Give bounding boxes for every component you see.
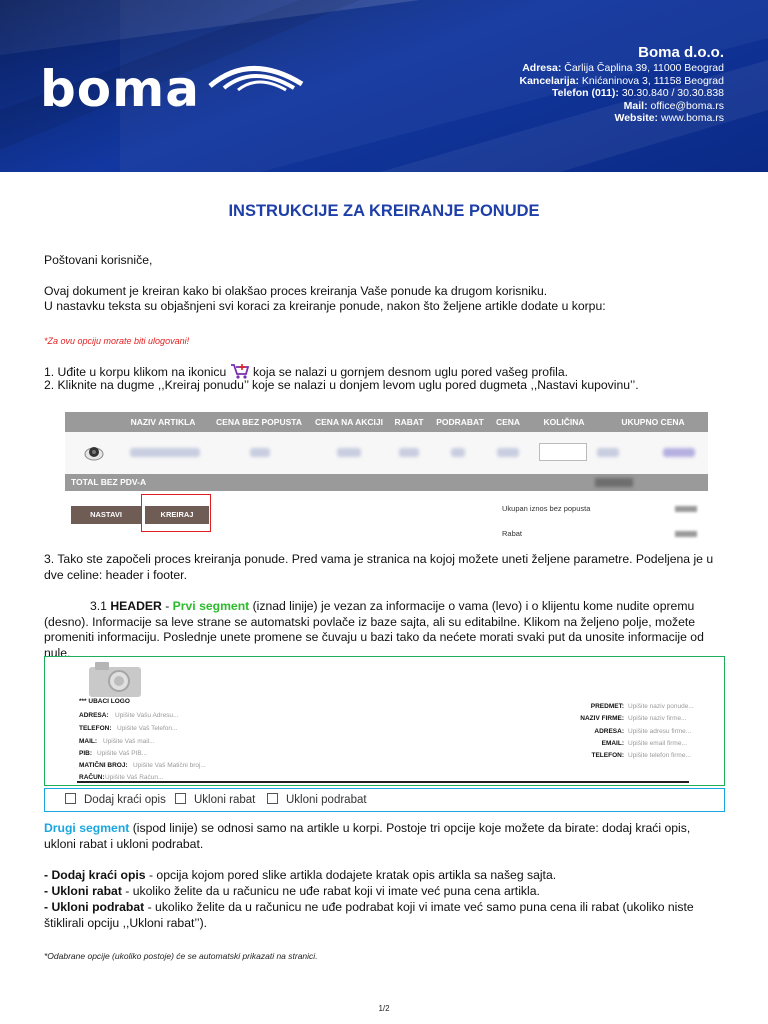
right-input-adresa[interactable]: Upišite adresu firme... [628,728,692,735]
option-ukloni-podrabat[interactable]: Ukloni podrabat [267,793,367,806]
left-label-telefon: TELEFON: [79,725,112,732]
right-input-naziv-firme[interactable]: Upišite naziv firme... [628,715,687,722]
left-input-pib[interactable]: Upišite Vaš PIB... [97,750,148,757]
item-rabat-blurred [399,448,419,457]
total-value-blurred [595,478,633,487]
left-label-mail: MAIL: [79,738,98,745]
company-name: Boma d.o.o. [638,44,724,61]
right-input-email[interactable]: Upišite email firme... [628,740,687,747]
logo-upload-camera-icon[interactable] [87,659,145,697]
item-price-blurred [250,448,270,457]
col-cena-bez-popusta: CENA BEZ POPUSTA [216,417,302,427]
option-dodaj-kraci-opis[interactable]: Dodaj kraći opis [65,793,166,806]
company-website: Website: www.boma.rs [614,112,724,125]
left-label-racun: RAČUN: [79,774,105,781]
left-input-maticni[interactable]: Upišite Vaš Matični broj... [133,762,206,769]
quantity-stepper[interactable] [539,443,587,461]
checkbox-dodaj-kraci-opis[interactable] [65,793,76,804]
page-number: 1/2 [378,1004,390,1013]
checkbox-ukloni-podrabat[interactable] [267,793,278,804]
highlight-box [141,494,211,532]
company-mail: Mail: office@boma.rs [623,99,724,112]
page-title: INSTRUKCIJE ZA KREIRANJE PONUDE [228,202,540,220]
sum-no-discount-value [675,506,697,512]
item-cena-blurred [497,448,519,457]
section-3-1: 3.1 HEADER - Prvi segment (iznad linije) je vezan za informacije o vama (levo) i o klijentu kome nudite opremu (desno). Informacije sa leve strane se automatski povlače iz baze sajta, ali su editabilne. Klikom na željeno polje, možete promeniti informaciju. Poslednje unete promene se čuvaju u bazi tako da nećete morati svaki put da unosite informacije od nule. [44,599,704,660]
checkbox-ukloni-rabat[interactable] [175,793,186,804]
col-podrabat: PODRABAT [436,417,484,427]
sum-no-discount-label: Ukupan iznos bez popusta [502,504,591,513]
right-label-naziv-firme: NAZIV FIRME: [580,715,624,722]
header-banner [0,0,768,172]
login-note: *Za ovu opciju morate biti ulogovani! [44,336,190,346]
left-input-mail[interactable]: Upišite Vaš mail... [103,738,155,745]
cart-table-screenshot [65,412,708,542]
bullet-ukloni-podrabat: - Ukloni podrabat - ukoliko želite da u računicu ne uđe podrabat koji vi imate već samo puna cena ili rabat (ukoliko niste štiklirali opciju ,,Ukloni rabat’’). [44,900,694,930]
auto-display-note: *Odabrane opcije (ukoliko postoje) će se automatski prikazati na stranici. [44,951,318,961]
options-bar [44,788,725,812]
right-label-telefon: TELEFON: [591,752,624,759]
logo-signal-arcs-icon [190,52,310,92]
right-input-telefon[interactable]: Upišite telefon firme... [628,752,691,759]
right-label-email: EMAIL: [601,740,624,747]
sum-rabat-label: Rabat [502,529,523,538]
segment-2-text: Drugi segment (ispod linije) se odnosi samo na artikle u korpi. Postoje tri opcije koje možete da birate: dodaj kraći opis, ukloni rabat i ukloni podrabat. [44,821,691,851]
intro-line-2: U nastavku teksta su objašnjeni svi koraci za kreiranje ponude, nakon što željene artikle dodate u korpu: [44,299,606,313]
company-info [519,44,724,125]
continue-shopping-button[interactable]: NASTAVI KUPOVINU [71,506,141,524]
total-bar [65,474,708,491]
right-label-adresa: ADRESA: [594,728,624,735]
col-kolicina: KOLIČINA [543,417,585,427]
create-offer-button[interactable]: KREIRAJ PONUDU [145,506,209,524]
cart-table-header [65,412,708,432]
bullet-ukloni-rabat: - Ukloni rabat - ukoliko želite da u računicu ne uđe rabat koji vi imate već puna cena artikla. [44,884,540,898]
step-3: 3. Tako ste započeli proces kreiranja ponude. Pred vama je stranica na kojoj možete uneti željene parametre. Podeljena je u dve celine: header i footer. [44,552,714,582]
header-form-preview [44,656,725,786]
total-label: TOTAL BEZ PDV-A [71,477,147,487]
company-office: Kancelarija: Knićaninova 3, 11158 Beograd [519,74,724,87]
left-input-telefon[interactable]: Upišite Vaš Telefon... [117,725,178,732]
dome-camera-icon [83,440,105,462]
sum-rabat-value [675,531,697,537]
left-label-maticni: MATIČNI BROJ: [79,762,128,769]
logo-upload-label: *** UBACI LOGO [79,698,130,705]
bullet-dodaj-kraci-opis: - Dodaj kraći opis - opcija kojom pored slike artikla dodajete kratak opis artikla sa našeg sajta. [44,868,557,882]
left-label-adresa: ADRESA: [79,712,109,719]
col-cena: CENA [495,417,521,427]
left-input-adresa[interactable]: Upišite Vašu Adresu... [115,712,179,719]
step-1: 1. Uđite u korpu klikom na ikonicu koja se nalazi u gornjem desnom uglu pored vašeg profila. [44,365,569,379]
company-address: Adresa: Čarlija Čaplina 39, 11000 Beograd [522,62,724,74]
item-action-price-blurred [337,448,361,457]
col-cena-na-akciji: CENA NA AKCIJI [314,417,384,427]
intro-line-1: Ovaj dokument je kreiran kako bi olakšao proces kreiranja Vaše ponude ka drugom korisniku. [44,284,548,298]
boma-logo [40,52,285,118]
step-2: 2. Kliknite na dugme ,,Kreiraj ponudu’’ koje se nalazi u donjem levom uglu pored dugmeta ,,Nastavi kupovinu’’. [44,378,639,392]
right-input-predmet[interactable]: Upišite naziv ponude... [628,703,694,710]
item-name-blurred [130,448,200,457]
item-remove-blurred [663,448,695,457]
cart-item-row [65,432,708,474]
right-label-predmet: PREDMET: [590,703,624,710]
col-ukupno-cena: UKUPNO CENA [621,417,685,427]
company-phone: Telefon (011): 30.30.840 / 30.30.838 [552,87,724,100]
col-naziv: NAZIV ARTIKLA [130,417,196,427]
col-rabat: RABAT [394,417,424,427]
item-total-blurred [597,448,619,457]
greeting: Poštovani korisniče, [44,253,153,267]
logo-text: boma [40,60,200,118]
left-label-pib: PIB: [79,750,92,757]
option-ukloni-rabat[interactable]: Ukloni rabat [175,793,255,806]
left-input-racun[interactable]: Upišite Vaš Račun... [105,774,164,781]
item-podrabat-blurred [451,448,465,457]
segment-divider-line [77,781,689,783]
